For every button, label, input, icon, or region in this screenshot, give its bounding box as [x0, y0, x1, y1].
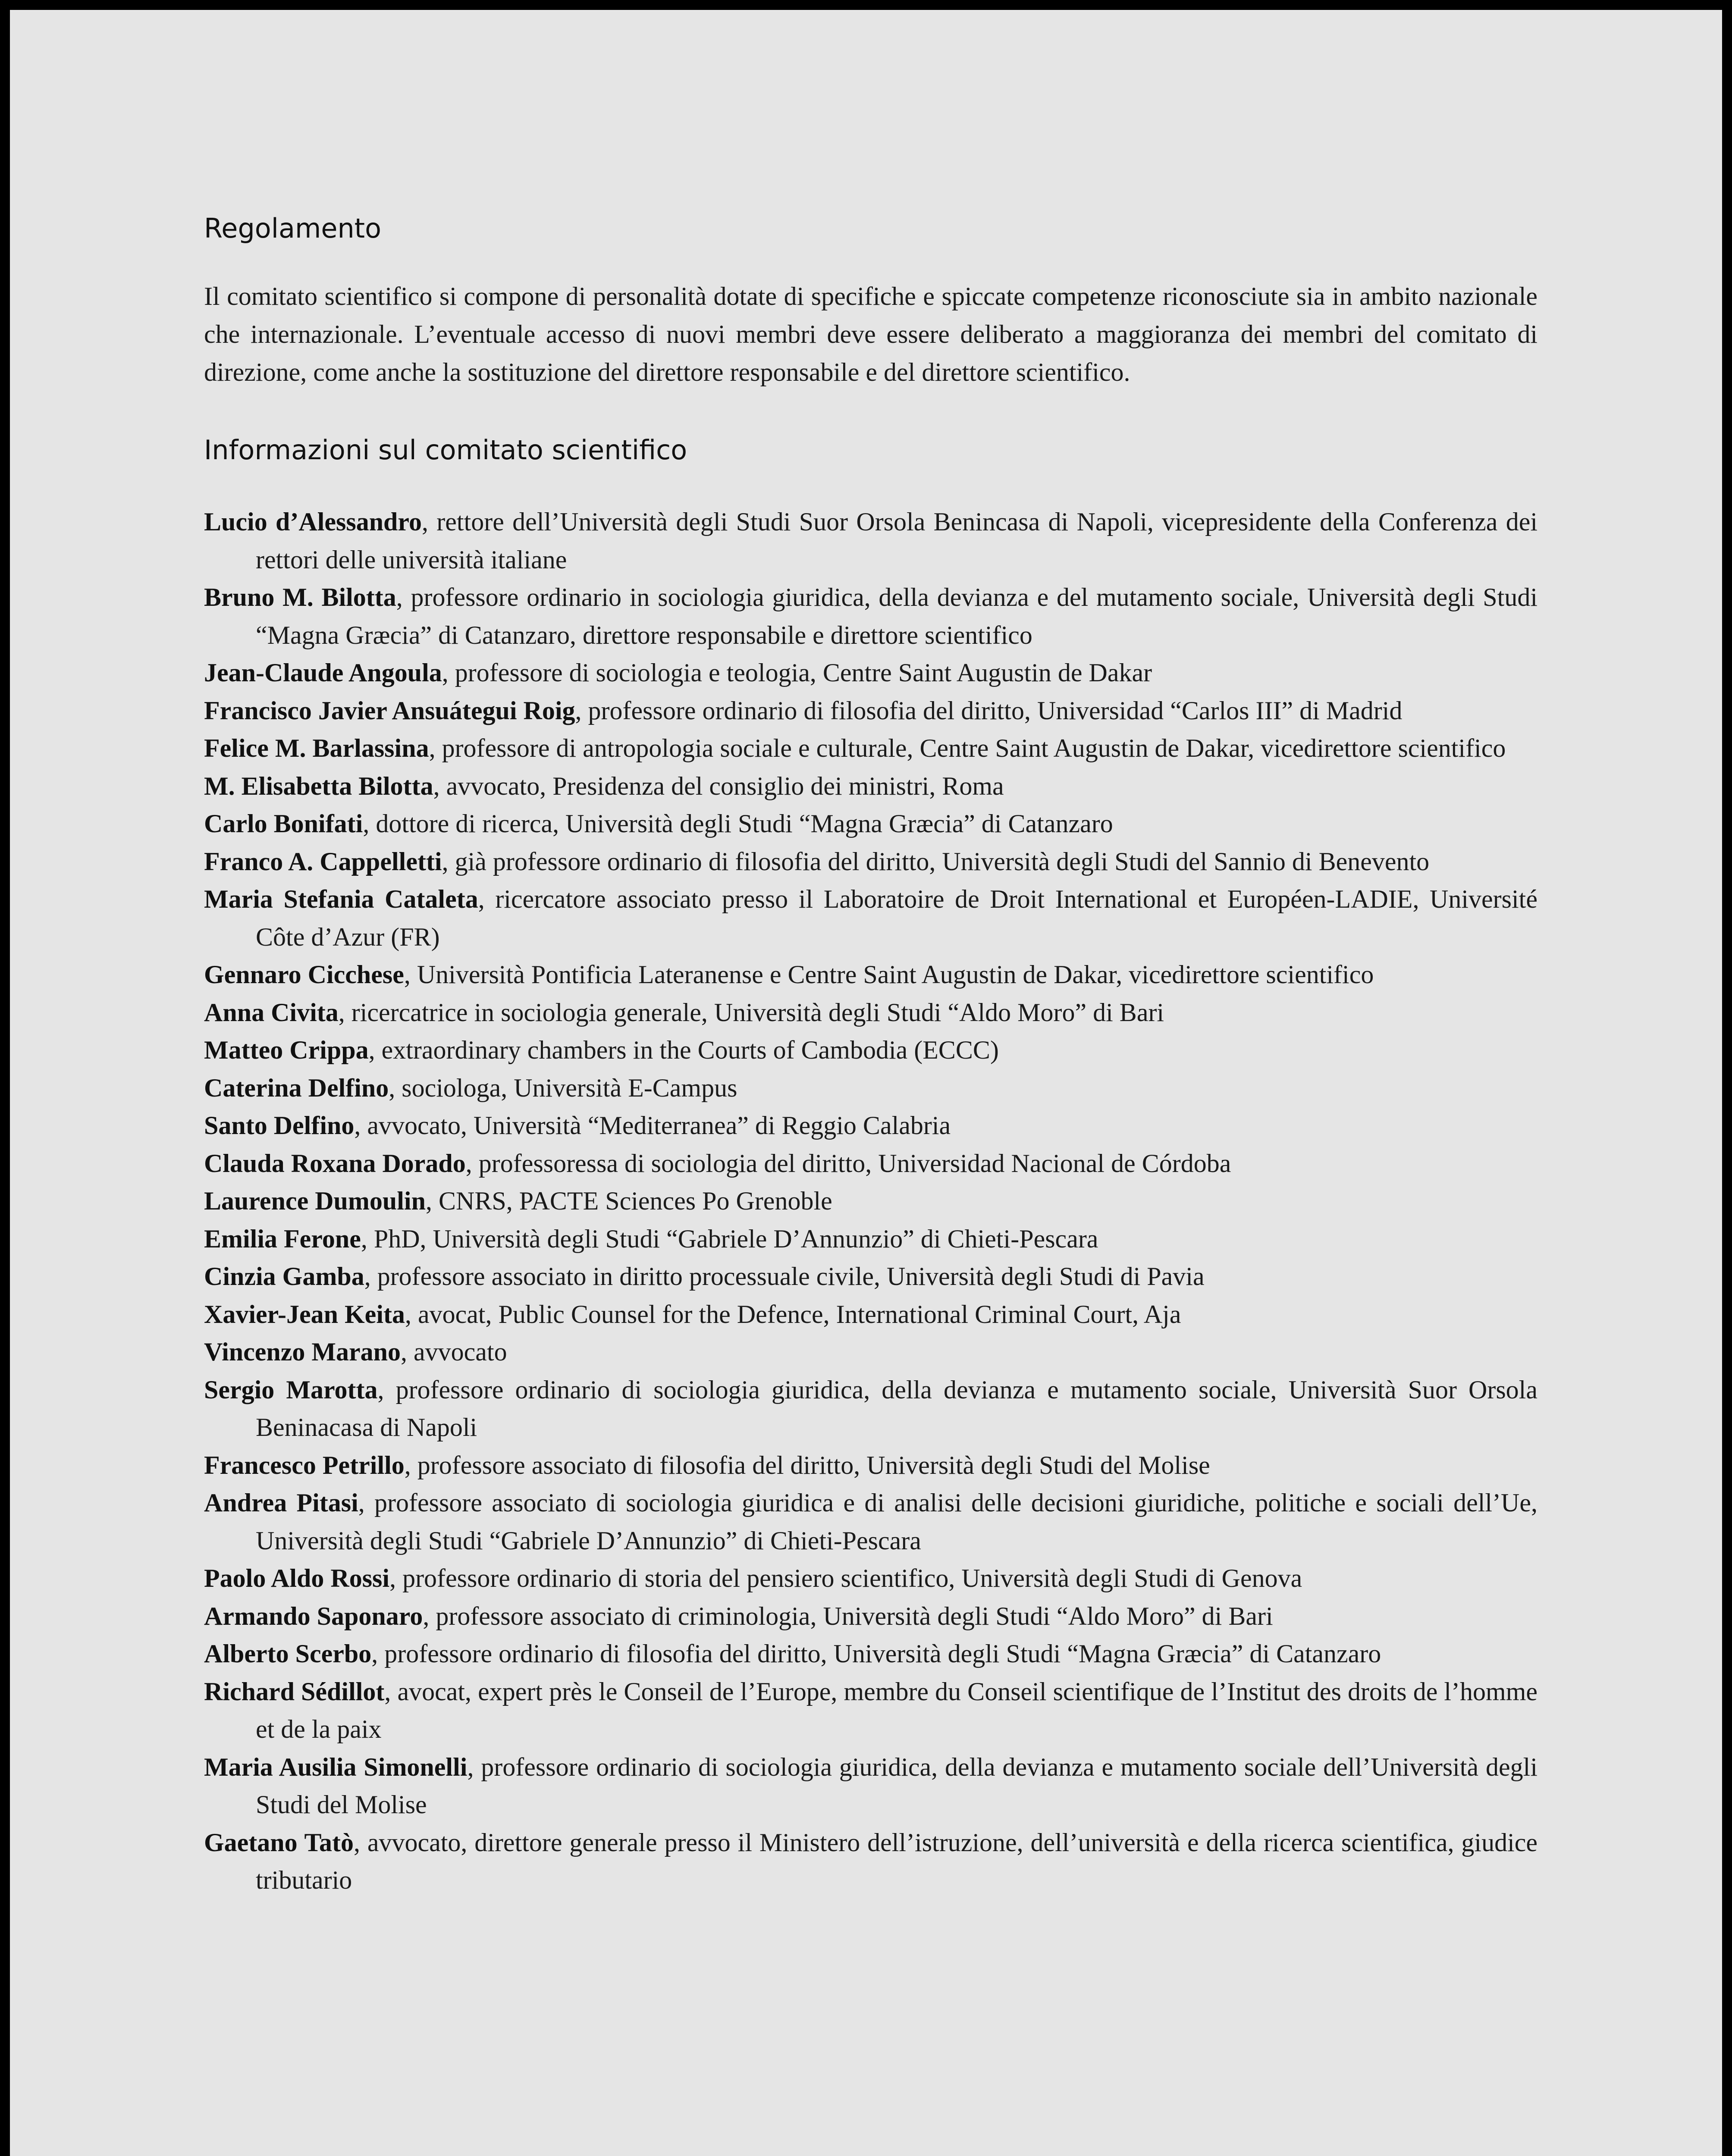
member-description: , avvocato	[401, 1338, 507, 1366]
member-description: , professore associato di criminologia, Università degli Studi “Aldo Moro” di Bari	[423, 1601, 1273, 1630]
member-description: , professore ordinario di filosofia del diritto, Universidad “Carlos III” di Madrid	[575, 696, 1403, 725]
member-name: Anna Civita	[204, 998, 339, 1027]
member-name: Jean-Claude Angoula	[204, 658, 442, 687]
member-name: Clauda Roxana Dorado	[204, 1149, 466, 1178]
member-description: , avvocato, Presidenza del consiglio dei ministri, Roma	[433, 771, 1004, 800]
committee-member	[204, 1333, 1537, 1371]
member-name: Francesco Petrillo	[204, 1451, 405, 1479]
member-description: , ricercatrice in sociologia generale, Università degli Studi “Aldo Moro” di Bari	[338, 998, 1164, 1027]
member-description: , Università Pontificia Lateranense e Centre Saint Augustin de Dakar, vicedirettore scientifico	[404, 960, 1374, 989]
committee-member	[204, 1182, 1537, 1220]
committee-member	[204, 1635, 1537, 1673]
committee-member	[204, 881, 1537, 956]
member-name: Francisco Javier Ansuátegui Roig	[204, 696, 575, 725]
committee-member	[204, 768, 1537, 805]
committee-member	[204, 1107, 1537, 1145]
committee-member	[204, 654, 1537, 692]
section-title-regolamento: Regolamento	[204, 213, 382, 244]
committee-member	[204, 1560, 1537, 1598]
member-name: Paolo Aldo Rossi	[204, 1564, 390, 1592]
member-name: Lucio d’Alessandro	[204, 508, 422, 536]
regolamento-paragraph: Il comitato scientifico si compone di personalità dotate di specifiche e spiccate competenze riconosciute sia in ambito nazionale che internazionale. L’eventuale accesso di nuovi membri deve essere deliberato a maggioranza dei membri del comitato di direzione, come anche la sostituzione del direttore responsabile e del direttore scientifico.	[204, 282, 1537, 386]
member-description: , professoressa di sociologia del diritto, Universidad Nacional de Córdoba	[465, 1149, 1231, 1178]
committee-members-list	[204, 503, 1537, 1899]
member-name: Xavier-Jean Keita	[204, 1300, 405, 1329]
member-name: Laurence Dumoulin	[204, 1187, 426, 1215]
member-name: Caterina Delfino	[204, 1073, 389, 1102]
member-name: Andrea Pitasi	[204, 1489, 358, 1517]
member-description: , PhD, Università degli Studi “Gabriele D’Annunzio” di Chieti-Pescara	[361, 1224, 1098, 1253]
member-description: , sociologa, Università E-Campus	[389, 1073, 737, 1102]
committee-member	[204, 1749, 1537, 1824]
document-page	[10, 10, 1722, 2156]
committee-member	[204, 503, 1537, 579]
section-title-comitato: Informazioni sul comitato scientifico	[204, 434, 687, 466]
member-description: , già professore ordinario di filosofia del diritto, Università degli Studi del Sannio di Benevento	[442, 847, 1430, 876]
member-name: Maria Stefania Cataleta	[204, 885, 478, 913]
member-description: , professore di antropologia sociale e culturale, Centre Saint Augustin de Dakar, vicedirettore scientifico	[429, 734, 1506, 762]
member-name: Maria Ausilia Simonelli	[204, 1752, 468, 1781]
committee-member	[204, 1069, 1537, 1107]
member-description: , professore ordinario di filosofia del diritto, Università degli Studi “Magna Græcia” di Catanzaro	[371, 1639, 1381, 1668]
committee-member	[204, 956, 1537, 994]
member-name: Bruno M. Bilotta	[204, 583, 396, 611]
member-name: M. Elisabetta Bilotta	[204, 771, 433, 800]
member-name: Carlo Bonifati	[204, 809, 363, 838]
committee-member	[204, 1220, 1537, 1258]
member-name: Alberto Scerbo	[204, 1639, 372, 1668]
committee-member	[204, 1598, 1537, 1636]
member-name: Gaetano Tatò	[204, 1828, 354, 1857]
committee-member	[204, 1673, 1537, 1749]
member-name: Matteo Crippa	[204, 1036, 369, 1064]
member-description: , professore di sociologia e teologia, Centre Saint Augustin de Dakar	[442, 658, 1152, 687]
committee-member	[204, 1031, 1537, 1069]
member-description: , avocat, expert près le Conseil de l’Europe, membre du Conseil scientifique de l’Institut des droits de l’homme et de la paix	[256, 1677, 1538, 1743]
member-description: , professore associato di filosofia del diritto, Università degli Studi del Molise	[404, 1451, 1210, 1479]
committee-member	[204, 1145, 1537, 1183]
member-description: , extraordinary chambers in the Courts of Cambodia (ECCC)	[368, 1036, 999, 1064]
member-description: , rettore dell’Università degli Studi Suor Orsola Benincasa di Napoli, vicepresidente della Conferenza dei rettori delle università italiane	[256, 508, 1538, 574]
member-description: , professore ordinario di sociologia giuridica, della devianza e mutamento sociale dell’Università degli Studi del Molise	[256, 1752, 1537, 1819]
member-name: Franco A. Cappelletti	[204, 847, 442, 876]
committee-member	[204, 994, 1537, 1032]
member-description: , professore associato in diritto processuale civile, Università degli Studi di Pavia	[364, 1262, 1205, 1291]
member-name: Richard Sédillot	[204, 1677, 385, 1706]
committee-member	[204, 1484, 1537, 1560]
member-name: Armando Saponaro	[204, 1601, 423, 1630]
committee-member	[204, 805, 1537, 843]
member-description: , professore ordinario in sociologia giuridica, della devianza e del mutamento sociale, Università degli Studi “Magna Græcia” di Catanzaro, direttore responsabile e direttore scientifico	[256, 583, 1537, 649]
committee-member	[204, 730, 1537, 768]
member-name: Felice M. Barlassina	[204, 734, 429, 762]
member-name: Vincenzo Marano	[204, 1338, 401, 1366]
committee-member	[204, 843, 1537, 881]
member-name: Gennaro Cicchese	[204, 960, 404, 989]
member-name: Cinzia Gamba	[204, 1262, 364, 1291]
committee-member	[204, 1447, 1537, 1485]
member-description: , professore associato di sociologia giuridica e di analisi delle decisioni giuridiche, politiche e sociali dell’Ue, Università degli Studi “Gabriele D’Annunzio” di Chieti-Pescara	[256, 1489, 1537, 1555]
member-description: , CNRS, PACTE Sciences Po Grenoble	[425, 1187, 832, 1215]
member-description: , avvocato, direttore generale presso il Ministero dell’istruzione, dell’università e della ricerca scientifica, giudice tributario	[256, 1828, 1537, 1894]
committee-member	[204, 692, 1537, 730]
committee-member	[204, 1371, 1537, 1447]
page-content	[204, 209, 1537, 1899]
member-description: , avvocato, Università “Mediterranea” di Reggio Calabria	[354, 1111, 951, 1140]
committee-member	[204, 1296, 1537, 1334]
committee-member	[204, 579, 1537, 654]
member-description: , professore ordinario di storia del pensiero scientifico, Università degli Studi di Genova	[389, 1564, 1302, 1592]
member-description: , dottore di ricerca, Università degli Studi “Magna Græcia” di Catanzaro	[363, 809, 1113, 838]
member-name: Sergio Marotta	[204, 1375, 378, 1404]
member-name: Emilia Ferone	[204, 1224, 361, 1253]
member-description: , ricercatore associato presso il Laboratoire de Droit International et Européen-LADIE, Université Côte d’Azur (FR)	[256, 885, 1537, 951]
committee-member	[204, 1258, 1537, 1296]
member-description: , avocat, Public Counsel for the Defence, International Criminal Court, Aja	[405, 1300, 1181, 1329]
member-description: , professore ordinario di sociologia giuridica, della devianza e mutamento sociale, Università Suor Orsola Beninacasa di Napoli	[256, 1375, 1537, 1442]
member-name: Santo Delfino	[204, 1111, 355, 1140]
committee-member	[204, 1824, 1537, 1899]
